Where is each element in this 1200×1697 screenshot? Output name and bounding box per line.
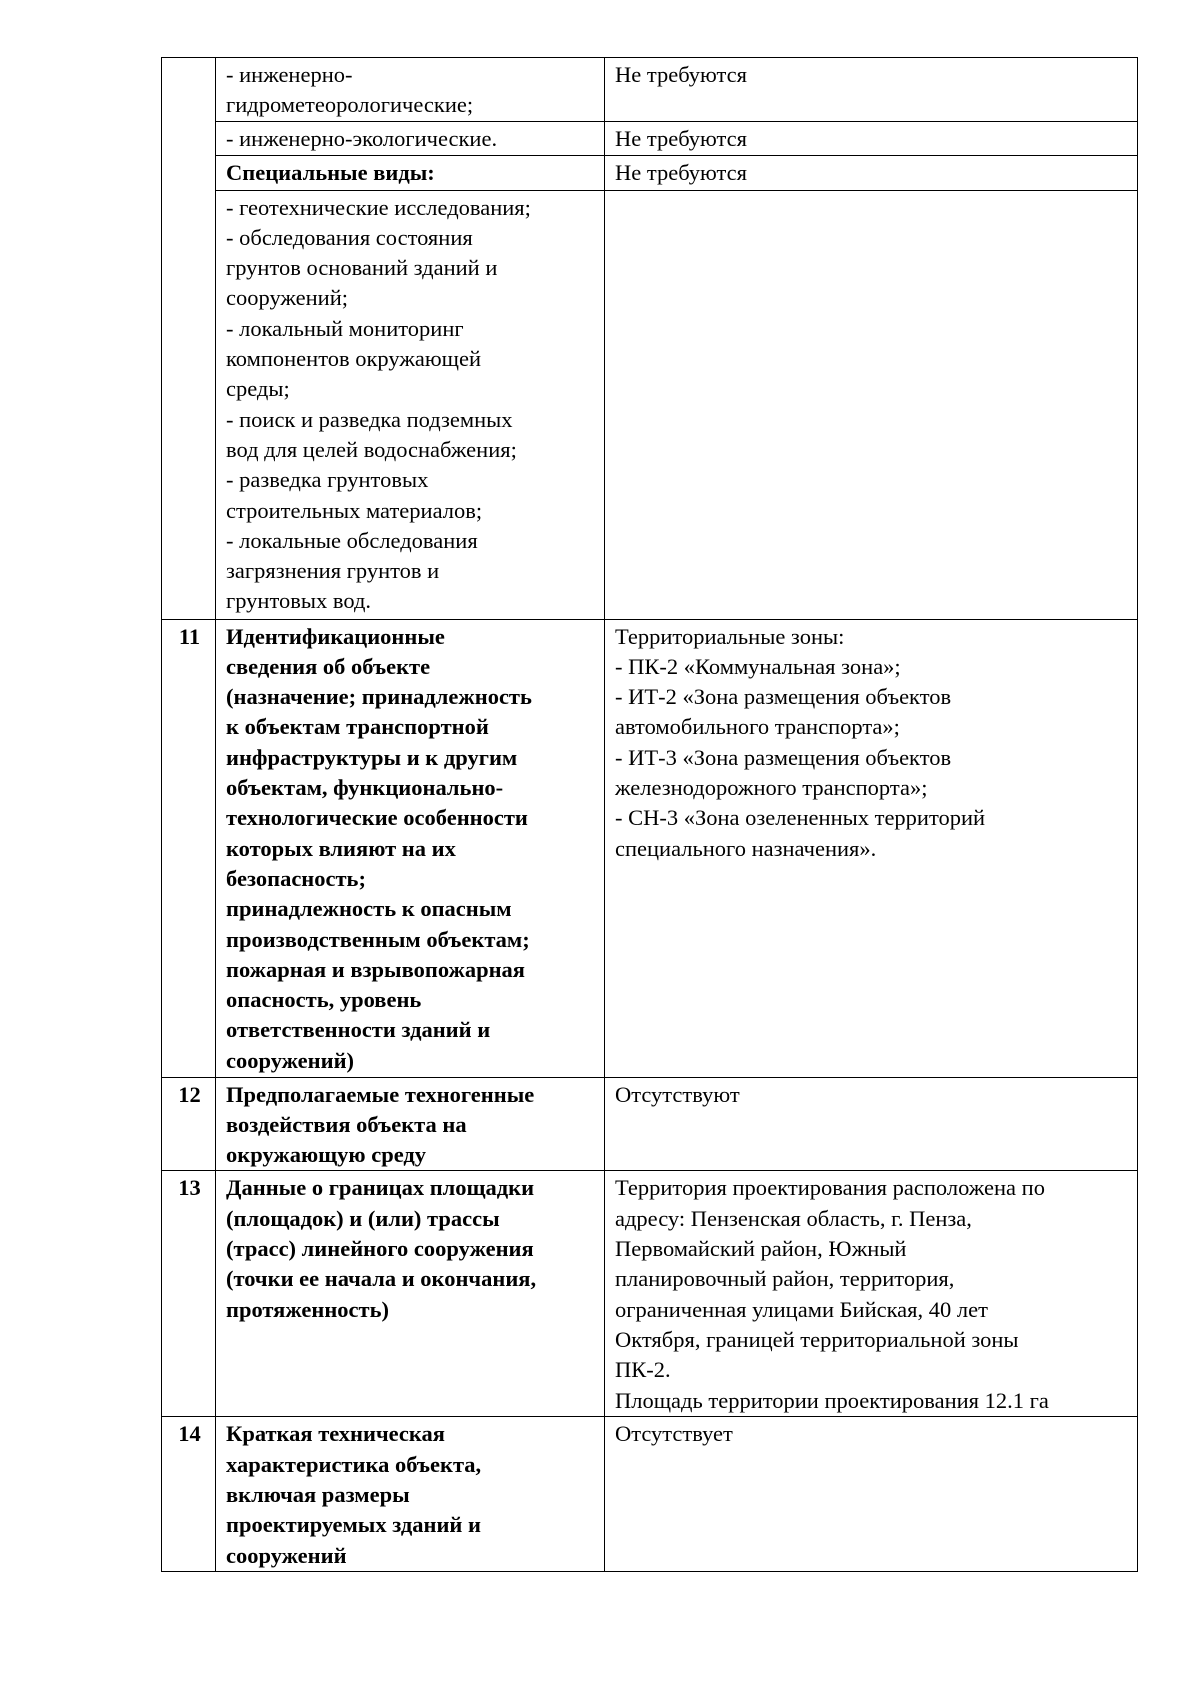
- text-line: - геотехнические исследования;: [226, 194, 531, 220]
- text-line: сооружений): [226, 1047, 355, 1073]
- text-line: (площадок) и (или) трассы: [226, 1205, 500, 1231]
- text-line: адресу: Пензенская область, г. Пенза,: [615, 1205, 972, 1231]
- row-label: [216, 190, 605, 619]
- text-line: Территориальные зоны:: [615, 623, 845, 649]
- text-line: гидрометеорологические;: [226, 92, 474, 118]
- text-line: железнодорожного транспорта»;: [615, 775, 928, 801]
- text-line: Отсутствуют: [615, 1081, 740, 1107]
- row-label: [216, 1417, 605, 1571]
- text-line: Краткая техническая: [226, 1421, 445, 1447]
- text-line: Не требуются: [615, 62, 748, 87]
- text-line: Территория проектирования расположена по: [615, 1175, 1045, 1201]
- text-line: компонентов окружающей: [226, 346, 482, 372]
- text-line: загрязнения грунтов и: [226, 558, 440, 584]
- text-line: производственным объектам;: [226, 926, 530, 952]
- row-label: [216, 1171, 605, 1417]
- text-line: автомобильного транспорта»;: [615, 714, 900, 740]
- row-number: 13: [162, 1171, 216, 1417]
- text-line: воздействия объекта на: [226, 1111, 467, 1137]
- text-line: к объектам транспортной: [226, 714, 489, 740]
- text-line: ответственности зданий и: [226, 1017, 491, 1043]
- text-line: Площадь территории проектирования 12.1 га: [615, 1387, 1049, 1413]
- row-label: [216, 58, 605, 122]
- text-line: - ИТ-3 «Зона размещения объектов: [615, 744, 952, 770]
- row-label: [216, 121, 605, 155]
- text-line: Идентификационные: [226, 623, 445, 649]
- row-number: 12: [162, 1077, 216, 1171]
- text-line: сооружений: [226, 1542, 347, 1568]
- row-value: [605, 619, 1138, 1077]
- text-line: (трасс) линейного сооружения: [226, 1236, 534, 1262]
- text-line: ПК-2.: [615, 1357, 671, 1383]
- text-line: - ПК-2 «Коммунальная зона»;: [615, 653, 901, 679]
- row-number: 11: [162, 619, 216, 1077]
- text-line: Октября, границей территориальной зоны: [615, 1326, 1019, 1352]
- text-line: характеристика объекта,: [226, 1451, 482, 1477]
- text-line: планировочный район, территория,: [615, 1266, 955, 1292]
- row-label: [216, 1077, 605, 1171]
- table-row: [162, 155, 1138, 190]
- table-row: [162, 1171, 1138, 1417]
- text-line: - разведка грунтовых: [226, 467, 429, 493]
- text-line: объектам, функционально-: [226, 775, 504, 801]
- text-line: включая размеры: [226, 1482, 410, 1508]
- text-line: (точки ее начала и окончания,: [226, 1266, 537, 1292]
- text-line: Специальные виды:: [226, 159, 435, 185]
- text-line: среды;: [226, 376, 290, 402]
- text-line: безопасность;: [226, 865, 366, 891]
- table-row: [162, 190, 1138, 619]
- text-line: - поиск и разведка подземных: [226, 406, 513, 432]
- row-value: [605, 1417, 1138, 1571]
- text-line: - инженерно-: [226, 62, 353, 87]
- row-number: 14: [162, 1417, 216, 1571]
- text-line: принадлежность к опасным: [226, 896, 512, 922]
- text-line: - СН-3 «Зона озелененных территорий: [615, 805, 986, 831]
- text-line: Предполагаемые техногенные: [226, 1081, 535, 1107]
- text-line: - обследования состояния: [226, 224, 473, 250]
- text-line: опасность, уровень: [226, 987, 422, 1013]
- text-line: которых влияют на их: [226, 835, 456, 861]
- table-row: [162, 619, 1138, 1077]
- text-line: Не требуются: [615, 159, 748, 185]
- text-line: ограниченная улицами Бийская, 40 лет: [615, 1296, 988, 1322]
- text-line: проектируемых зданий и: [226, 1512, 481, 1538]
- text-line: технологические особенности: [226, 805, 528, 831]
- text-line: - ИТ-2 «Зона размещения объектов: [615, 684, 952, 710]
- text-line: вод для целей водоснабжения;: [226, 436, 517, 462]
- row-value: [605, 155, 1138, 190]
- text-line: грунтовых вод.: [226, 588, 372, 614]
- table-row: [162, 121, 1138, 155]
- row-value: [605, 1171, 1138, 1417]
- text-line: Не требуются: [615, 125, 748, 151]
- text-line: сведения об объекте: [226, 653, 431, 679]
- row-value: [605, 58, 1138, 122]
- row-label: [216, 155, 605, 190]
- text-line: пожарная и взрывопожарная: [226, 956, 525, 982]
- text-line: - локальные обследования: [226, 527, 478, 553]
- text-line: инфраструктуры и к другим: [226, 744, 518, 770]
- text-line: специального назначения».: [615, 835, 877, 861]
- table-row: [162, 1417, 1138, 1571]
- text-line: протяженность): [226, 1296, 389, 1322]
- row-number: [162, 58, 216, 620]
- row-label: [216, 619, 605, 1077]
- text-line: строительных материалов;: [226, 497, 483, 523]
- text-line: (назначение; принадлежность: [226, 684, 532, 710]
- text-line: - инженерно-экологические.: [226, 125, 498, 151]
- text-line: окружающую среду: [226, 1142, 427, 1168]
- text-line: сооружений;: [226, 285, 349, 311]
- table-row: [162, 58, 1138, 122]
- text-line: грунтов оснований зданий и: [226, 255, 498, 281]
- row-value: [605, 1077, 1138, 1171]
- text-line: Первомайский район, Южный: [615, 1236, 907, 1262]
- text-line: Отсутствует: [615, 1421, 733, 1447]
- text-line: - локальный мониторинг: [226, 315, 464, 341]
- requirements-table: [161, 57, 1138, 1572]
- table-row: [162, 1077, 1138, 1171]
- text-line: Данные о границах площадки: [226, 1175, 535, 1201]
- row-value: [605, 190, 1138, 619]
- row-value: [605, 121, 1138, 155]
